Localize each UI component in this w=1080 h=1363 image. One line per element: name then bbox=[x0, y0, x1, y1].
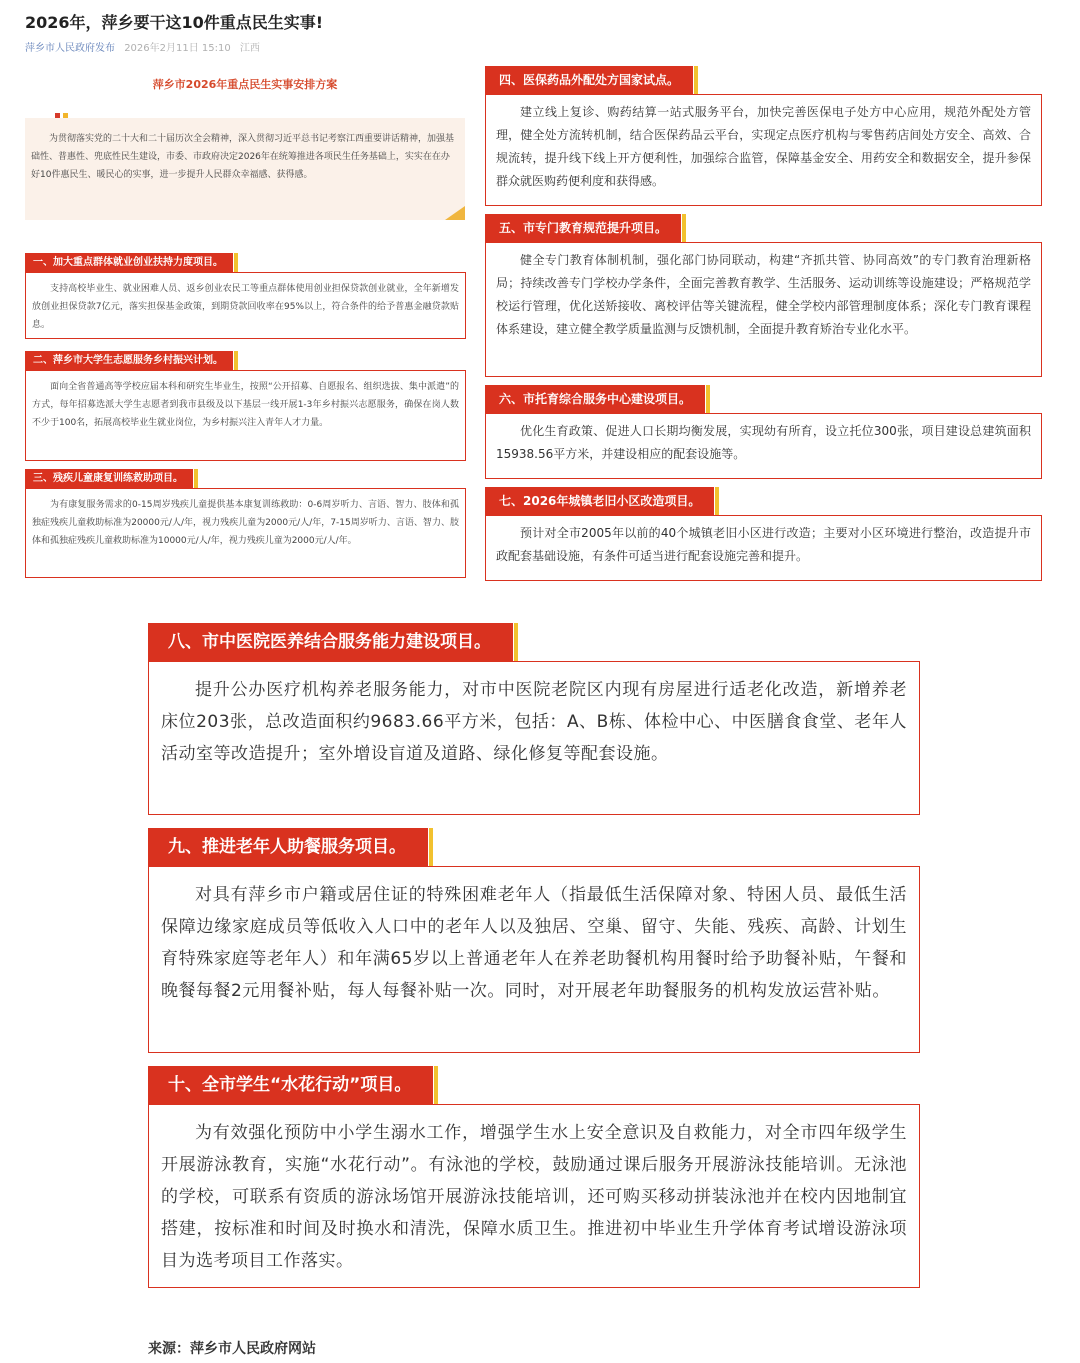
section-body bbox=[148, 866, 920, 1053]
publisher-link[interactable]: 萍乡市人民政府发布 bbox=[25, 43, 115, 54]
section-text: 为有康复服务需求的0-15周岁残疾儿童提供基本康复训练救助：0-6周岁听力、言语、智力、肢体和孤独症残疾儿童救助标准为20000元/人/年，视力残疾儿童为2000元/人/年，7-15周岁听力、言语、智力、肢体和孤独症残疾儿童救助标准为10000元/人/年，视力残疾儿童为2000元/人/年。 bbox=[32, 500, 459, 546]
section-2 bbox=[25, 351, 466, 461]
publish-location: 江西 bbox=[239, 43, 260, 54]
section-title: 五、市专门教育规范提升项目。 bbox=[485, 214, 681, 242]
section-9 bbox=[148, 828, 920, 1053]
article-meta bbox=[25, 39, 260, 54]
section-body bbox=[148, 1104, 920, 1288]
section-title: 十、全市学生“水花行动”项目。 bbox=[148, 1066, 433, 1104]
section-body bbox=[485, 242, 1042, 377]
section-title: 九、推进老年人助餐服务项目。 bbox=[148, 828, 428, 866]
corner-triangle-decor bbox=[445, 206, 465, 220]
section-title: 六、市托育综合服务中心建设项目。 bbox=[485, 385, 705, 413]
section-title: 四、医保药品外配处方国家试点。 bbox=[485, 66, 693, 94]
section-text: 面向全省普通高等学校应届本科和研究生毕业生，按照“公开招募、自愿报名、组织选拔、集中派遣”的方式，每年招募选派大学生志愿者到我市县级及以下基层一线开展1-3年乡村振兴志愿服务，确保在岗人数不少于100名，拓展高校毕业生就业岗位，为乡村振兴注入青年人才力量。 bbox=[32, 382, 459, 428]
intro-box bbox=[25, 118, 465, 220]
section-body bbox=[25, 272, 466, 339]
section-body bbox=[148, 661, 920, 815]
article-title: 2026年，萍乡要干这10件重点民生实事! bbox=[25, 13, 324, 32]
section-4 bbox=[485, 66, 1042, 206]
section-text: 建立线上复诊、购药结算一站式服务平台，加快完善医保电子处方中心应用，规范外配处方管理，健全处方流转机制，结合医保药品云平台，实现定点医疗机构与零售药店间处方安全、高效、合规流转，提升线下线上开方便利性，加强综合监管，保障基金安全、用药安全和数据安全，提升参保群众就医购药便利度和获得感。 bbox=[496, 105, 1031, 188]
publish-date: 2026年2月11日 15:10 bbox=[124, 43, 231, 54]
section-title: 七、2026年城镇老旧小区改造项目。 bbox=[485, 487, 714, 515]
section-text: 优化生育政策、促进人口长期均衡发展，实现幼有所育，设立托位300张，项目建设总建筑面积15938.56平方米，并建设相应的配套设施等。 bbox=[496, 424, 1031, 461]
section-title: 一、加大重点群体就业创业扶持力度项目。 bbox=[25, 253, 233, 273]
section-8 bbox=[148, 623, 920, 815]
section-3 bbox=[25, 469, 466, 578]
section-body bbox=[485, 413, 1042, 479]
decor-tick bbox=[63, 113, 68, 118]
section-body bbox=[25, 488, 466, 578]
section-text: 对具有萍乡市户籍或居住证的特殊困难老年人（指最低生活保障对象、特困人员、最低生活保障边缘家庭成员等低收入人口中的老年人以及独居、空巢、留守、失能、残疾、高龄、计划生育特殊家庭等老年人）和年满65岁以上普通老年人在养老助餐机构用餐时给予助餐补贴，午餐和晚餐每餐2元用餐补贴，每人每餐补贴一次。同时，对开展老年助餐服务的机构发放运营补贴。 bbox=[161, 885, 907, 1001]
section-text: 为有效强化预防中小学生溺水工作，增强学生水上安全意识及自救能力，对全市四年级学生开展游泳教育，实施“水花行动”。有泳池的学校，鼓励通过课后服务开展游泳技能培训。无泳池的学校，可联系有资质的游泳场馆开展游泳技能培训，还可购买移动拼装泳池并在校内因地制宜搭建，按标准和时间及时换水和清洗，保障水质卫生。推进初中毕业生升学体育考试增设游泳项目为选考项目工作落实。 bbox=[161, 1123, 907, 1271]
decor-tick bbox=[55, 113, 60, 118]
section-text: 支持高校毕业生、就业困难人员、返乡创业农民工等重点群体使用创业担保贷款创业就业，全年新增发放创业担保贷款7亿元，落实担保基金政策，到期贷款回收率在95%以上，符合条件的给予普惠金融贷款贴息。 bbox=[32, 284, 459, 330]
section-body bbox=[25, 370, 466, 461]
section-title: 二、萍乡市大学生志愿服务乡村振兴计划。 bbox=[25, 351, 233, 371]
section-7 bbox=[485, 487, 1042, 581]
intro-text: 为贯彻落实党的二十大和二十届历次全会精神，深入贯彻习近平总书记考察江西重要讲话精神，加强基础性、普惠性、兜底性民生建设，市委、市政府决定2026年在统筹推进各项民生任务基础上，实实在在办好10件惠民生、暖民心的实事，进一步提升人民群众幸福感、获得感。 bbox=[31, 134, 455, 180]
plan-title: 萍乡市2026年重点民生实事安排方案 bbox=[152, 78, 338, 91]
section-body bbox=[485, 94, 1042, 206]
section-1 bbox=[25, 253, 466, 339]
section-10 bbox=[148, 1066, 920, 1288]
section-text: 健全专门教育体制机制，强化部门协同联动，构建“齐抓共管、协同高效”的专门教育治理新格局；持续改善专门学校办学条件，全面完善教育教学、生活服务、运动训练等设施建设；严格规范学校运行管理，优化送矫接收、离校评估等关键流程，健全学校内部管理制度体系；深化专门教育课程体系建设，建立健全教学质量监测与反馈机制，全面提升教育矫治专业化水平。 bbox=[496, 253, 1031, 336]
source-credit: 来源：萍乡市人民政府网站 bbox=[148, 1341, 316, 1357]
section-title: 八、市中医院医养结合服务能力建设项目。 bbox=[148, 623, 513, 661]
section-text: 提升公办医疗机构养老服务能力，对市中医院老院区内现有房屋进行适老化改造，新增养老床位203张，总改造面积约9683.66平方米，包括：A、B栋、体检中心、中医膳食食堂、老年人活动室等改造提升；室外增设盲道及道路、绿化修复等配套设施。 bbox=[161, 680, 907, 764]
section-title: 三、残疾儿童康复训练救助项目。 bbox=[25, 469, 193, 489]
section-6 bbox=[485, 385, 1042, 479]
section-5 bbox=[485, 214, 1042, 377]
section-text: 预计对全市2005年以前的40个城镇老旧小区进行改造；主要对小区环境进行整治，改造提升市政配套基础设施，有条件可适当进行配套设施完善和提升。 bbox=[496, 526, 1031, 563]
section-body bbox=[485, 515, 1042, 581]
